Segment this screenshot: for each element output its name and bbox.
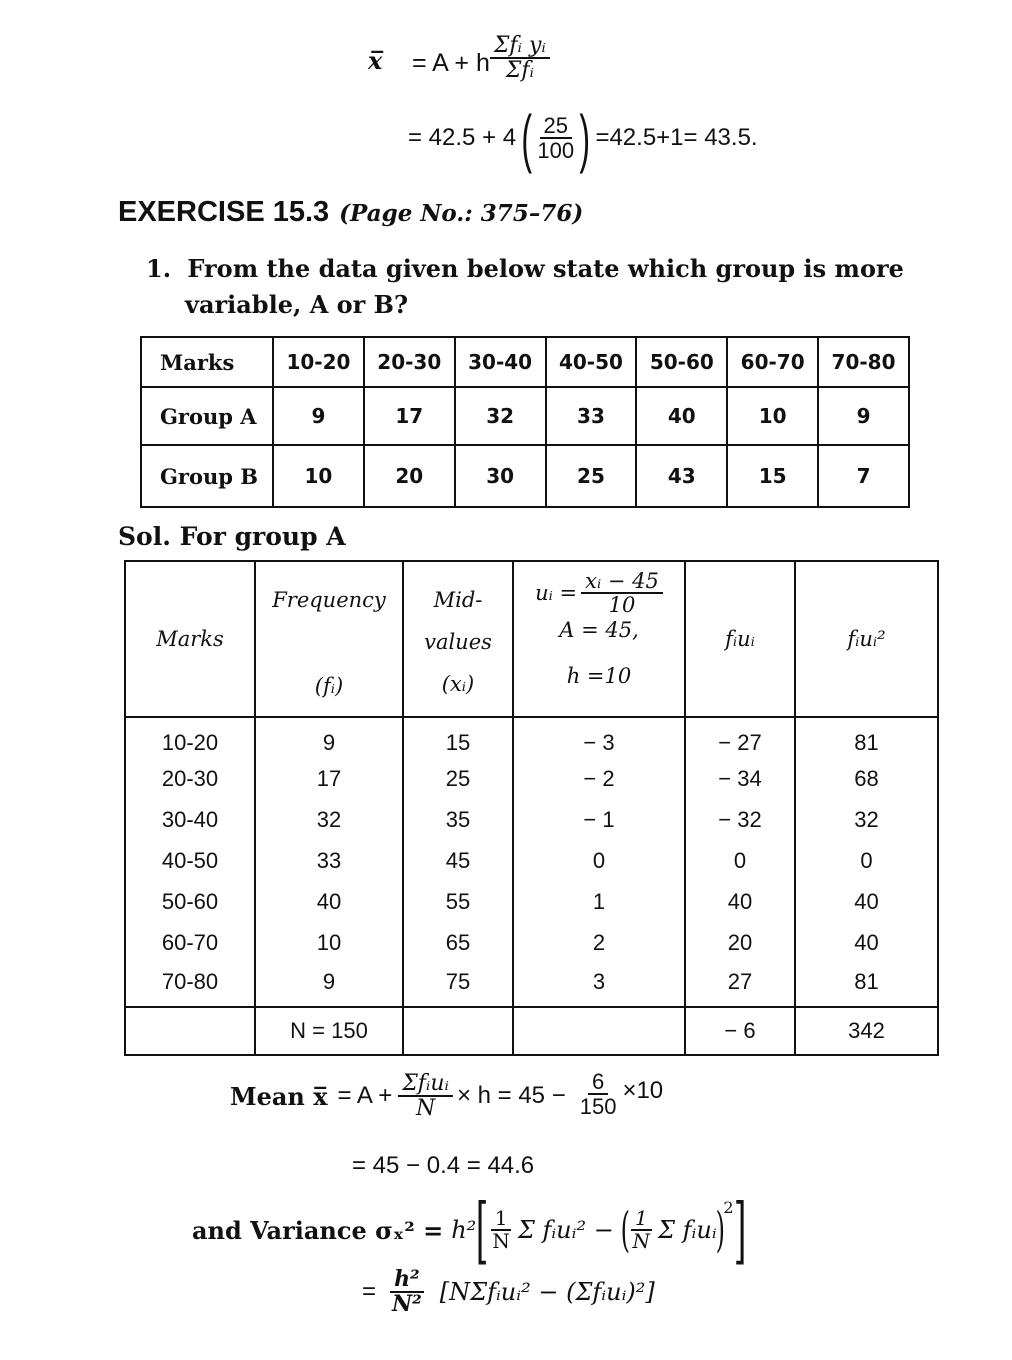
table-cell: 0 <box>513 840 685 881</box>
mean-numerator-2: 6 <box>588 1070 608 1095</box>
variance-one-over-n-1 <box>488 1208 514 1252</box>
mean-denominator-2: 150 <box>579 1094 617 1120</box>
class-header: 40-50 <box>546 337 637 387</box>
table-row <box>125 799 938 840</box>
table-cell: 60-70 <box>125 922 255 963</box>
table-cell: 0 <box>795 840 938 881</box>
marks-col-header: Marks <box>125 561 255 717</box>
frequency-label: Frequency <box>272 588 386 612</box>
mean-formula-line1 <box>412 33 550 84</box>
table-cell: 30-40 <box>125 799 255 840</box>
last-denominator: N² <box>392 1291 422 1318</box>
class-header: 30-40 <box>455 337 546 387</box>
table-cell: 9 <box>818 387 909 445</box>
mean-line2-numerator: 25 <box>540 114 572 139</box>
table-cell: 40 <box>636 387 727 445</box>
total-n: N = 150 <box>255 1007 403 1055</box>
u-numerator: xᵢ − 45 <box>581 570 663 594</box>
table-cell: − 32 <box>685 799 795 840</box>
table-cell: − 3 <box>513 717 685 758</box>
table-cell: 40 <box>795 881 938 922</box>
table-cell: 17 <box>255 758 403 799</box>
table-cell: 70-80 <box>125 963 255 1007</box>
mean-line2-prefix: = 42.5 + 4 <box>408 124 517 151</box>
table-cell: 81 <box>795 717 938 758</box>
table-cell: 20 <box>685 922 795 963</box>
table-cell: 32 <box>455 387 546 445</box>
xbar-symbol: x̅ <box>368 46 383 75</box>
table-cell: − 34 <box>685 758 795 799</box>
calculation-table <box>124 560 939 1056</box>
table-cell: 3 <box>513 963 685 1007</box>
last-expression: [NΣfᵢuᵢ² − (Σfᵢuᵢ)²] <box>439 1278 655 1307</box>
table-cell: 9 <box>255 717 403 758</box>
total-row <box>125 1007 938 1055</box>
class-header: 50-60 <box>636 337 727 387</box>
table-cell: 17 <box>364 387 455 445</box>
marks-header: Marks <box>141 337 273 387</box>
table-cell: 33 <box>255 840 403 881</box>
solution-heading: Sol. For group A <box>118 522 346 551</box>
mean-tail: ×10 <box>622 1077 664 1105</box>
table-row <box>141 387 909 445</box>
table-cell: 2 <box>513 922 685 963</box>
mean-eq: = A + <box>337 1082 393 1110</box>
last-fraction <box>388 1268 426 1316</box>
table-cell: 43 <box>636 445 727 507</box>
values-label: values <box>424 630 492 654</box>
table-row <box>125 840 938 881</box>
total-fu: − 6 <box>685 1007 795 1055</box>
variance-power: 2 <box>723 1198 734 1217</box>
table-cell: 32 <box>795 799 938 840</box>
table-cell: 9 <box>273 387 364 445</box>
calc-header-row <box>125 561 938 717</box>
variance-h2: h² <box>451 1216 477 1244</box>
fu2-col-header: fᵢuᵢ² <box>795 561 938 717</box>
table-cell: 68 <box>795 758 938 799</box>
u-fraction <box>581 570 663 616</box>
mean-denominator: N <box>415 1096 436 1122</box>
frequency-col-header <box>255 561 403 717</box>
table-cell: 30 <box>455 445 546 507</box>
table-cell: 15 <box>727 445 818 507</box>
table-cell: 32 <box>255 799 403 840</box>
table-cell: 40-50 <box>125 840 255 881</box>
mean-formula-prefix: = A + h <box>412 48 490 77</box>
mean-formula-fraction <box>490 34 550 82</box>
mean-mid: × h = 45 − <box>456 1082 566 1110</box>
table-cell: 50-60 <box>125 881 255 922</box>
table-cell: 0 <box>685 840 795 881</box>
u-denominator: 10 <box>608 593 636 618</box>
table-cell: 25 <box>546 445 637 507</box>
table-cell: 40 <box>685 881 795 922</box>
group-data-table <box>140 336 910 508</box>
mean-calculation <box>230 1069 664 1122</box>
mean-fraction-2 <box>576 1070 621 1118</box>
last-eq: = <box>362 1278 377 1306</box>
question-line1 <box>146 254 904 283</box>
exercise-title: EXERCISE 15.3 <box>118 196 330 228</box>
fu-col-header: fᵢuᵢ <box>685 561 795 717</box>
table-cell: 81 <box>795 963 938 1007</box>
u-col-header <box>513 561 685 717</box>
table-row <box>125 758 938 799</box>
table-cell: 25 <box>403 758 513 799</box>
table-cell: 55 <box>403 881 513 922</box>
mean-line2-denominator: 100 <box>537 138 575 163</box>
table-cell <box>513 1007 685 1055</box>
question-text-2: variable, A or B? <box>185 290 409 319</box>
mean-numerator: Σfᵢuᵢ <box>398 1072 453 1097</box>
mean-formula-denominator: Σfᵢ <box>505 58 534 84</box>
table-cell: 1 <box>513 881 685 922</box>
mean-result: = 45 − 0.4 = 44.6 <box>352 1152 535 1179</box>
table-cell: 45 <box>403 840 513 881</box>
variance-one-over-n-2 <box>629 1208 655 1252</box>
mean-line2-suffix: =42.5+1= 43.5. <box>595 124 758 151</box>
table-cell: 7 <box>818 445 909 507</box>
variance-one-2: 1 <box>631 1208 652 1231</box>
table-header-row <box>141 337 909 387</box>
mean-formula-line2: = 42.5 + 4 ( $\frac{25}{100}$ ) =42.5+1= 43.5. <box>408 102 758 174</box>
table-row <box>141 445 909 507</box>
table-cell: 10 <box>273 445 364 507</box>
table-cell: 33 <box>546 387 637 445</box>
table-cell: 20-30 <box>125 758 255 799</box>
variance-n-1: N <box>492 1229 510 1253</box>
exercise-page-ref: (Page No.: 375–76) <box>339 200 584 227</box>
mid-label: Mid- <box>433 588 483 612</box>
class-header: 20-30 <box>364 337 455 387</box>
mean-formula-numerator: Σfᵢ yᵢ <box>490 34 550 59</box>
total-fu2: 342 <box>795 1007 938 1055</box>
table-cell <box>125 1007 255 1055</box>
table-cell: 10-20 <box>125 717 255 758</box>
frequency-symbol: (fᵢ) <box>314 674 344 698</box>
exercise-heading <box>118 196 583 229</box>
variance-expanded <box>362 1268 655 1316</box>
question-number: 1. <box>146 254 172 283</box>
u-a-value: A = 45, <box>559 618 639 643</box>
table-row <box>125 922 938 963</box>
class-header: 70-80 <box>818 337 909 387</box>
variance-sum-1: Σ fᵢuᵢ² − <box>517 1216 614 1244</box>
mean-line2-fraction <box>533 114 578 162</box>
u-lhs: uᵢ = <box>535 581 578 606</box>
table-cell: − 1 <box>513 799 685 840</box>
mid-symbol: (xᵢ) <box>441 672 475 696</box>
table-cell: 35 <box>403 799 513 840</box>
table-cell: − 27 <box>685 717 795 758</box>
variance-one-1: 1 <box>491 1208 512 1231</box>
variance-label: and Variance σₓ² = <box>192 1215 444 1245</box>
variance-formula: and Variance σₓ² = h² [ $\frac{1}{N}$ Σ fᵢuᵢ² − ( $\frac{1}{N}$ Σ fᵢuᵢ ) 2 ] <box>192 1188 746 1272</box>
table-cell: 15 <box>403 717 513 758</box>
table-cell: 40 <box>795 922 938 963</box>
variance-n-2: N <box>632 1229 651 1253</box>
group-a-label: Group A <box>141 387 273 445</box>
table-cell <box>403 1007 513 1055</box>
table-cell: 10 <box>727 387 818 445</box>
mean-fraction <box>398 1072 453 1120</box>
last-numerator: h² <box>390 1268 424 1293</box>
table-cell: 40 <box>255 881 403 922</box>
table-cell: 27 <box>685 963 795 1007</box>
table-cell: 10 <box>255 922 403 963</box>
table-cell: 65 <box>403 922 513 963</box>
table-cell: 9 <box>255 963 403 1007</box>
table-row <box>125 717 938 758</box>
table-row <box>125 881 938 922</box>
class-header: 10-20 <box>273 337 364 387</box>
u-h-value: h =10 <box>566 664 632 689</box>
table-cell: 75 <box>403 963 513 1007</box>
group-b-label: Group B <box>141 445 273 507</box>
table-cell: 20 <box>364 445 455 507</box>
u-formula <box>514 570 684 616</box>
class-header: 60-70 <box>727 337 818 387</box>
variance-sum-2: Σ fᵢuᵢ <box>658 1216 717 1244</box>
mid-values-col-header <box>403 561 513 717</box>
mean-label: Mean x̅ <box>230 1081 328 1111</box>
table-row <box>125 963 938 1007</box>
question-text-1: From the data given below state which group is more <box>187 254 904 283</box>
table-cell: − 2 <box>513 758 685 799</box>
